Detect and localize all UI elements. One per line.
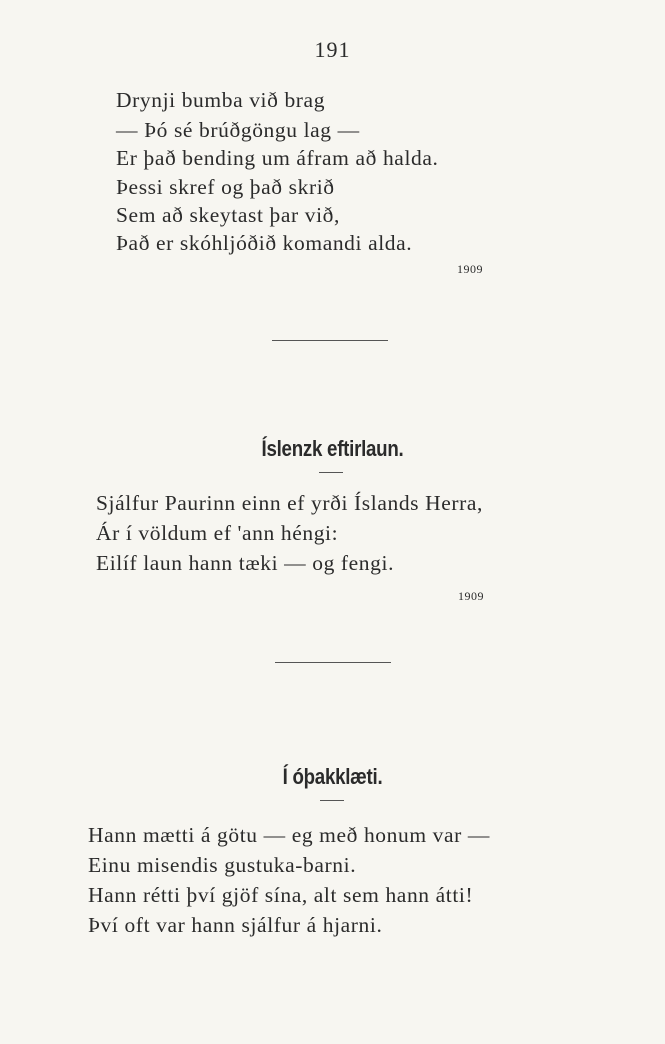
verse-line: Hann mætti á götu — eg með honum var — [88, 823, 490, 847]
verse-line: Er það bending um áfram að halda. [116, 146, 439, 170]
verse-line: Það er skóhljóðið komandi alda. [116, 231, 413, 255]
verse-line: Hann rétti því gjöf sína, alt sem hann átti! [88, 883, 474, 907]
verse-line: — Þó sé brúðgöngu lag — [116, 118, 360, 142]
poem-year: 1909 [458, 589, 484, 603]
page-number: 191 [314, 37, 351, 62]
title-divider [319, 472, 343, 473]
poem-title: Í óþakklæti. [282, 764, 383, 789]
verse-line: Einu misendis gustuka-barni. [88, 853, 357, 877]
verse-line: Þessi skref og það skrið [116, 175, 335, 199]
verse-line: Eilíf laun hann tæki — og fengi. [96, 551, 395, 575]
verse-line: Því oft var hann sjálfur á hjarni. [88, 913, 383, 937]
section-divider [275, 662, 391, 663]
section-divider [272, 340, 388, 341]
title-divider [320, 800, 344, 801]
verse-line: Sem að skeytast þar við, [116, 203, 340, 227]
verse-line: Sjálfur Paurinn einn ef yrði Íslands Herra, [96, 491, 484, 515]
verse-line: Drynji bumba við brag [116, 88, 326, 112]
verse-line: Ár í völdum ef 'ann héngi: [96, 521, 339, 545]
poem-title: Íslenzk eftirlaun. [261, 436, 404, 461]
poem-year: 1909 [457, 262, 483, 276]
